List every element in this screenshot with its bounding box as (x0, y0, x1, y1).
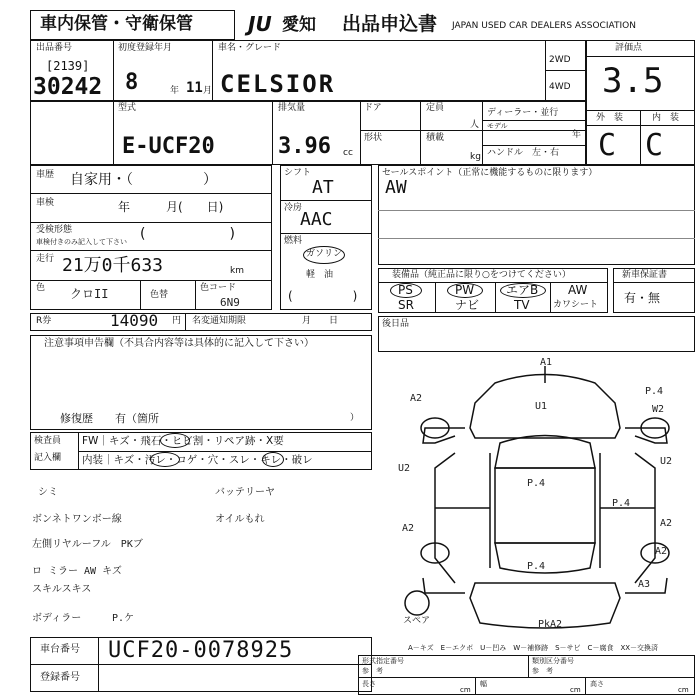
year-mark: 年 (170, 86, 180, 96)
interior-grade: C (645, 128, 664, 163)
exterior-label: 外 装 (596, 113, 624, 123)
insp-paren: ( ) (140, 226, 235, 242)
spare-label: スペア (403, 616, 431, 626)
chassis-label: 車台番号 (40, 644, 80, 655)
lot-number: 30242 (33, 74, 103, 100)
equip-navi: ナビ (455, 298, 480, 312)
rating-label: 評価点 (615, 43, 643, 53)
rear-seat-label: 後日品 (382, 319, 410, 329)
drive-4wd: 4WD (549, 82, 571, 92)
fuel-gasoline: ガソリン (306, 249, 343, 259)
inspector-label: 検査員 (34, 436, 62, 446)
equip-aw: AW (568, 283, 588, 297)
inspection-date: 年 月( 日) (118, 200, 224, 214)
recycle-label: R券 (36, 316, 52, 326)
mark-p4-roof: P.4 (527, 478, 546, 489)
month-day: 月 日 (302, 316, 339, 326)
color-value: クロII (70, 287, 109, 301)
doors-label: ドア (364, 103, 382, 113)
equip-sr: SR (398, 298, 414, 312)
mileage-label: 走行 (36, 254, 55, 264)
equip-ps: PS (398, 283, 413, 297)
note-line-3: ボンネトワンボー線 (32, 514, 122, 525)
equip-tv: TV (514, 298, 530, 312)
damage-legend: A－キズ E－エクボ U－凹み W－補修跡 S－サビ C－腐食 XX－交換済 (408, 644, 659, 652)
shift-value: AT (312, 177, 334, 198)
equip-ps-circle (390, 283, 422, 298)
rating-score: 3.5 (602, 61, 664, 101)
recycle-amount: 14090 (110, 311, 159, 330)
mark-u1: U1 (535, 401, 548, 412)
sales-point-value: AW (385, 177, 407, 198)
stone-circle (160, 433, 190, 448)
model-code: E-UCF20 (122, 134, 215, 159)
cc-unit: cc (343, 148, 353, 158)
mark-p4-front: P.4 (645, 386, 664, 397)
notes-title: 注意事項申告欄（不具合内容等は具体的に記入して下さい） (44, 338, 314, 349)
equip-aw-seat: カワシート (553, 300, 599, 310)
dim-model-ref: 参 考 (362, 667, 383, 675)
yen-unit: 円 (172, 316, 182, 326)
fw-row: FW｜キズ・飛石・ヒビ割・リペア跡・X要 (82, 435, 284, 447)
mark-a1: A1 (540, 357, 553, 368)
dim-class-ref: 参 考 (532, 667, 553, 675)
dim-length-cm: cm (460, 686, 471, 694)
capacity-label: 定員 (426, 103, 445, 113)
body-type-label: 形状 (364, 133, 383, 143)
kg-unit: kg (470, 152, 481, 162)
mark-a2-front: A2 (410, 393, 423, 404)
history-value: 自家用・（ ） (70, 172, 217, 188)
association-name: JAPAN USED CAR DEALERS ASSOCIATION (452, 21, 636, 31)
int-row: 内装｜キズ・汚レ・コゲ・穴・スレ・キレ・破レ (82, 454, 313, 466)
name-change-label: 名変通知期限 (192, 316, 247, 326)
color-code-value: 6N9 (220, 296, 240, 309)
lot-no-label: 出品番号 (36, 43, 73, 53)
interior-label: 内 装 (652, 113, 680, 123)
repair-close: ） (350, 413, 360, 423)
history-label: 車歴 (36, 170, 55, 180)
handle-label: ハンドル 左・右 (487, 148, 560, 158)
displacement-label: 排気量 (278, 103, 306, 113)
exterior-grade: C (598, 128, 617, 163)
color-code-label: 色コード (200, 283, 237, 293)
warranty-opt: 有・無 (624, 291, 661, 305)
dim-height: 高さ (590, 680, 604, 688)
dim-class-no: 類別区分番号 (532, 657, 574, 665)
form-title: 出品申込書 (342, 13, 438, 35)
mileage-value: 21万0千633 (62, 255, 164, 276)
mark-a3: A3 (638, 579, 651, 590)
reg-year: 8 (125, 70, 139, 95)
mark-u2-right: U2 (660, 456, 673, 467)
sales-point-block (378, 165, 695, 265)
logo-region: 愛知 (282, 15, 316, 35)
dim-width-cm: cm (570, 686, 581, 694)
note-line-5: 左側リヤルーフル PKブ (32, 539, 143, 550)
note-line-8: ボディラー (32, 613, 82, 624)
dirt-circle (150, 452, 180, 467)
first-reg-label: 初度登録年月 (118, 43, 173, 53)
model-code-label: 型式 (118, 103, 137, 113)
scuff-circle (262, 452, 284, 467)
load-label: 積載 (426, 133, 445, 143)
note-line-6: ロ ミラー AW キズ (32, 566, 122, 577)
mark-a2-side: A2 (402, 523, 415, 534)
color-label: 色 (36, 283, 46, 293)
dimension-table (358, 655, 695, 695)
person-unit: 人 (470, 120, 480, 130)
mark-a2-rear-right: A2 (660, 518, 673, 529)
note-line-1: シミ (38, 487, 58, 498)
sales-point-label: セールスポイント（正常に機能するものに限ります） (382, 168, 598, 178)
repair-history: 修復歴 有（箇所 (60, 412, 159, 425)
km-unit: km (230, 266, 244, 276)
mark-p4-side: P.4 (612, 498, 631, 509)
storage-title: 車内保管・守衛保管 (40, 14, 193, 34)
repaint-label: 色替 (150, 290, 169, 300)
displacement: 3.96 (278, 134, 331, 159)
inspection-label: 車検 (36, 198, 55, 208)
ju-logo: JU (248, 12, 272, 36)
equip-ab: エアB (506, 283, 539, 297)
dim-height-cm: cm (678, 686, 689, 694)
dim-width: 幅 (480, 680, 487, 688)
mark-a2-rear-left: A2 (655, 546, 668, 557)
mark-p4-rear: P.4 (527, 561, 546, 572)
dealer-label: ディーラー・並行 (487, 108, 559, 118)
note-line-2: バッテリーヤ (215, 487, 275, 498)
equipment-label: 装備品（純正品に限り○をつけてください） (392, 270, 571, 280)
warranty-label: 新車保証書 (622, 270, 668, 280)
rear-seat-block (378, 316, 695, 352)
fuel-label: 燃料 (284, 236, 303, 246)
drive-2wd: 2WD (549, 55, 571, 65)
entry-label: 記入欄 (34, 453, 62, 463)
dim-model-no: 形式指定番号 (362, 657, 404, 665)
model-grade-label: 車名・グレード (218, 43, 282, 53)
mark-w2: W2 (652, 404, 665, 415)
chassis-number: UCF20-0078925 (108, 638, 294, 663)
reg-no-label: 登録番号 (40, 672, 80, 683)
mark-pka2: PkA2 (538, 619, 563, 630)
reg-month: 11 (186, 80, 203, 96)
aircon-label: 冷房 (284, 203, 303, 213)
fuel-paren: ( ) (288, 289, 358, 303)
equip-pw-circle (447, 283, 483, 298)
note-line-4: オイルもれ (215, 514, 265, 525)
equip-pw: PW (455, 283, 475, 297)
model-year-label: モデル (487, 122, 508, 130)
model-year-unit: 年 (572, 130, 582, 140)
month-mark: 月 (203, 86, 213, 96)
mark-u2-left: U2 (398, 463, 411, 474)
note-pk: P.ケ (112, 613, 135, 624)
note-line-7: スキルスキス (32, 584, 92, 595)
insp-receipt-note: 車検付きのみ記入して下さい (36, 238, 127, 246)
lot-bracket: [2139] (46, 59, 90, 73)
aircon-value: AAC (300, 209, 333, 230)
shift-label: シフト (284, 168, 312, 178)
dim-length: 長さ (362, 680, 376, 688)
insp-receipt-label: 受検形態 (36, 225, 73, 235)
car-name: CELSIOR (220, 70, 336, 98)
equip-ab-circle (500, 283, 546, 298)
fuel-diesel: 軽 油 (306, 270, 334, 280)
